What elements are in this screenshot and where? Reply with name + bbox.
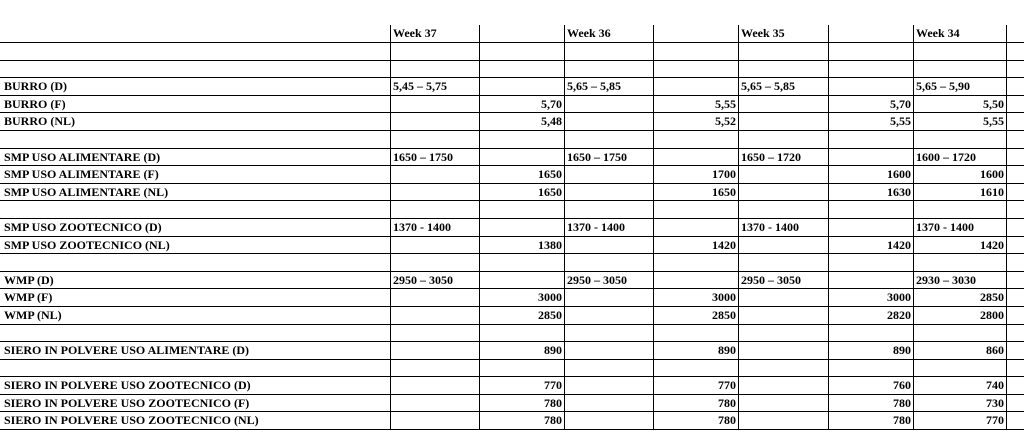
value-cell: 780 bbox=[544, 413, 562, 428]
table-row bbox=[0, 96, 1024, 114]
column-header-week-34: Week 34 bbox=[916, 26, 960, 40]
price-table bbox=[0, 25, 1024, 430]
value-cell: 760 bbox=[893, 378, 911, 393]
row-label: SIERO IN POLVERE USO ALIMENTARE (D) bbox=[4, 343, 250, 358]
table-body bbox=[0, 43, 1024, 430]
value-cell: 1600 bbox=[887, 167, 911, 182]
value-cell: 770 bbox=[718, 378, 736, 393]
value-cell: 1370 - 1400 bbox=[393, 219, 451, 234]
value-cell: 1650 – 1720 bbox=[741, 149, 801, 164]
value-cell bbox=[390, 325, 564, 342]
value-cell bbox=[564, 131, 738, 148]
value-cell bbox=[913, 131, 1006, 148]
value-cell bbox=[738, 43, 913, 60]
value-cell bbox=[913, 254, 1006, 271]
value-cell: 3000 bbox=[887, 290, 911, 305]
value-cell bbox=[390, 61, 564, 78]
grid-line-col-0 bbox=[479, 25, 480, 430]
value-cell: 890 bbox=[893, 343, 911, 358]
row-label bbox=[0, 131, 390, 148]
row-label bbox=[0, 61, 390, 78]
row-label: SIERO IN POLVERE USO ZOOTECNICO (NL) bbox=[4, 413, 259, 428]
row-label bbox=[0, 201, 390, 218]
row-label: BURRO (D) bbox=[4, 79, 67, 94]
row-label: SMP USO ZOOTECNICO (NL) bbox=[4, 237, 170, 252]
spacer-row bbox=[0, 201, 1024, 219]
value-cell bbox=[390, 360, 564, 377]
value-cell bbox=[913, 43, 1006, 60]
value-cell: 5,48 bbox=[541, 114, 562, 129]
value-cell: 1650 – 1750 bbox=[393, 149, 453, 164]
table-row bbox=[0, 307, 1024, 325]
value-cell: 770 bbox=[986, 413, 1004, 428]
value-cell bbox=[738, 61, 913, 78]
value-cell: 5,55 bbox=[715, 96, 736, 111]
value-cell: 2930 – 3030 bbox=[916, 272, 976, 287]
row-label: WMP (D) bbox=[4, 272, 54, 287]
value-cell: 1650 bbox=[538, 167, 562, 182]
grid-line-col-6 bbox=[1006, 25, 1007, 430]
column-header-week-35: Week 35 bbox=[741, 26, 785, 40]
header-row bbox=[0, 25, 1024, 43]
grid-line-col-5 bbox=[913, 25, 914, 430]
value-cell bbox=[390, 201, 564, 218]
value-cell bbox=[738, 325, 913, 342]
table-row bbox=[0, 289, 1024, 307]
value-cell: 2950 – 3050 bbox=[567, 272, 627, 287]
row-label: SIERO IN POLVERE USO ZOOTECNICO (D) bbox=[4, 378, 251, 393]
value-cell: 780 bbox=[893, 413, 911, 428]
value-cell bbox=[564, 61, 738, 78]
value-cell: 860 bbox=[986, 343, 1004, 358]
value-cell: 5,52 bbox=[715, 114, 736, 129]
value-cell: 5,55 bbox=[890, 114, 911, 129]
grid-line-col-2 bbox=[653, 25, 654, 430]
value-cell: 5,70 bbox=[541, 96, 562, 111]
spacer-row bbox=[0, 61, 1024, 79]
table-row bbox=[0, 272, 1024, 290]
value-cell: 770 bbox=[544, 378, 562, 393]
value-cell bbox=[564, 360, 738, 377]
value-cell: 5,65 – 5,85 bbox=[567, 79, 621, 94]
value-cell: 5,70 bbox=[890, 96, 911, 111]
value-cell: 5,45 – 5,75 bbox=[393, 79, 447, 94]
header-label-cell bbox=[0, 25, 390, 42]
value-cell bbox=[913, 325, 1006, 342]
value-cell: 1650 bbox=[712, 184, 736, 199]
value-cell: 2850 bbox=[712, 307, 736, 322]
row-label: WMP (NL) bbox=[4, 307, 62, 322]
value-cell: 1700 bbox=[712, 167, 736, 182]
row-label: SMP USO ALIMENTARE (NL) bbox=[4, 184, 169, 199]
value-cell: 5,65 – 5,85 bbox=[741, 79, 795, 94]
table-row bbox=[0, 377, 1024, 395]
value-cell: 2850 bbox=[980, 290, 1004, 305]
value-cell bbox=[564, 325, 738, 342]
table-row bbox=[0, 149, 1024, 167]
value-cell: 1610 bbox=[980, 184, 1004, 199]
value-cell: 2800 bbox=[980, 307, 1004, 322]
value-cell: 780 bbox=[718, 413, 736, 428]
value-cell bbox=[738, 131, 913, 148]
grid-line-col-4 bbox=[828, 25, 829, 430]
value-cell bbox=[564, 254, 738, 271]
grid-line-col-3 bbox=[738, 25, 739, 430]
value-cell: 1630 bbox=[887, 184, 911, 199]
value-cell bbox=[913, 61, 1006, 78]
value-cell: 780 bbox=[893, 395, 911, 410]
row-label: WMP (F) bbox=[4, 290, 53, 305]
grid-line-col-label bbox=[390, 25, 391, 430]
value-cell: 1420 bbox=[712, 237, 736, 252]
value-cell bbox=[913, 360, 1006, 377]
value-cell bbox=[738, 360, 913, 377]
spacer-row bbox=[0, 43, 1024, 61]
row-label: SIERO IN POLVERE USO ZOOTECNICO (F) bbox=[4, 395, 250, 410]
column-header-week-37: Week 37 bbox=[393, 26, 437, 40]
value-cell: 2950 – 3050 bbox=[393, 272, 453, 287]
row-label bbox=[0, 254, 390, 271]
value-cell: 780 bbox=[718, 395, 736, 410]
value-cell: 1380 bbox=[538, 237, 562, 252]
value-cell: 2820 bbox=[887, 307, 911, 322]
row-label bbox=[0, 43, 390, 60]
spacer-row bbox=[0, 131, 1024, 149]
value-cell: 5,55 bbox=[983, 114, 1004, 129]
value-cell: 3000 bbox=[712, 290, 736, 305]
value-cell: 1600 bbox=[980, 167, 1004, 182]
row-label: BURRO (NL) bbox=[4, 114, 75, 129]
grid-line-col-1 bbox=[564, 25, 565, 430]
value-cell: 890 bbox=[544, 343, 562, 358]
value-cell bbox=[564, 201, 738, 218]
table-row bbox=[0, 219, 1024, 237]
table-row bbox=[0, 113, 1024, 131]
row-label: SMP USO ALIMENTARE (F) bbox=[4, 167, 159, 182]
row-label: SMP USO ALIMENTARE (D) bbox=[4, 149, 161, 164]
value-cell: 1370 - 1400 bbox=[741, 219, 799, 234]
spacer-row bbox=[0, 325, 1024, 343]
value-cell bbox=[390, 131, 564, 148]
table-row bbox=[0, 184, 1024, 202]
value-cell: 5,50 bbox=[983, 96, 1004, 111]
column-header-week-36: Week 36 bbox=[567, 26, 611, 40]
value-cell: 1420 bbox=[887, 237, 911, 252]
table-row bbox=[0, 166, 1024, 184]
value-cell: 2850 bbox=[538, 307, 562, 322]
value-cell: 1650 bbox=[538, 184, 562, 199]
value-cell: 1650 – 1750 bbox=[567, 149, 627, 164]
value-cell: 890 bbox=[718, 343, 736, 358]
table-row bbox=[0, 342, 1024, 360]
table-row bbox=[0, 237, 1024, 255]
value-cell bbox=[390, 254, 564, 271]
value-cell: 740 bbox=[986, 378, 1004, 393]
value-cell: 3000 bbox=[538, 290, 562, 305]
value-cell: 1370 - 1400 bbox=[916, 219, 974, 234]
row-label: SMP USO ZOOTECNICO (D) bbox=[4, 219, 162, 234]
value-cell: 2950 – 3050 bbox=[741, 272, 801, 287]
value-cell: 780 bbox=[544, 395, 562, 410]
value-cell bbox=[913, 201, 1006, 218]
value-cell: 1420 bbox=[980, 237, 1004, 252]
table-row bbox=[0, 78, 1024, 96]
value-cell: 1370 - 1400 bbox=[567, 219, 625, 234]
value-cell: 730 bbox=[986, 395, 1004, 410]
value-cell: 5,65 – 5,90 bbox=[916, 79, 970, 94]
value-cell bbox=[738, 254, 913, 271]
row-label bbox=[0, 325, 390, 342]
value-cell: 1600 – 1720 bbox=[916, 149, 976, 164]
table-row bbox=[0, 395, 1024, 413]
spacer-row bbox=[0, 360, 1024, 378]
value-cell bbox=[564, 43, 738, 60]
value-cell bbox=[390, 43, 564, 60]
table-row bbox=[0, 412, 1024, 430]
row-label bbox=[0, 360, 390, 377]
spacer-row bbox=[0, 254, 1024, 272]
value-cell bbox=[738, 201, 913, 218]
row-label: BURRO (F) bbox=[4, 96, 66, 111]
